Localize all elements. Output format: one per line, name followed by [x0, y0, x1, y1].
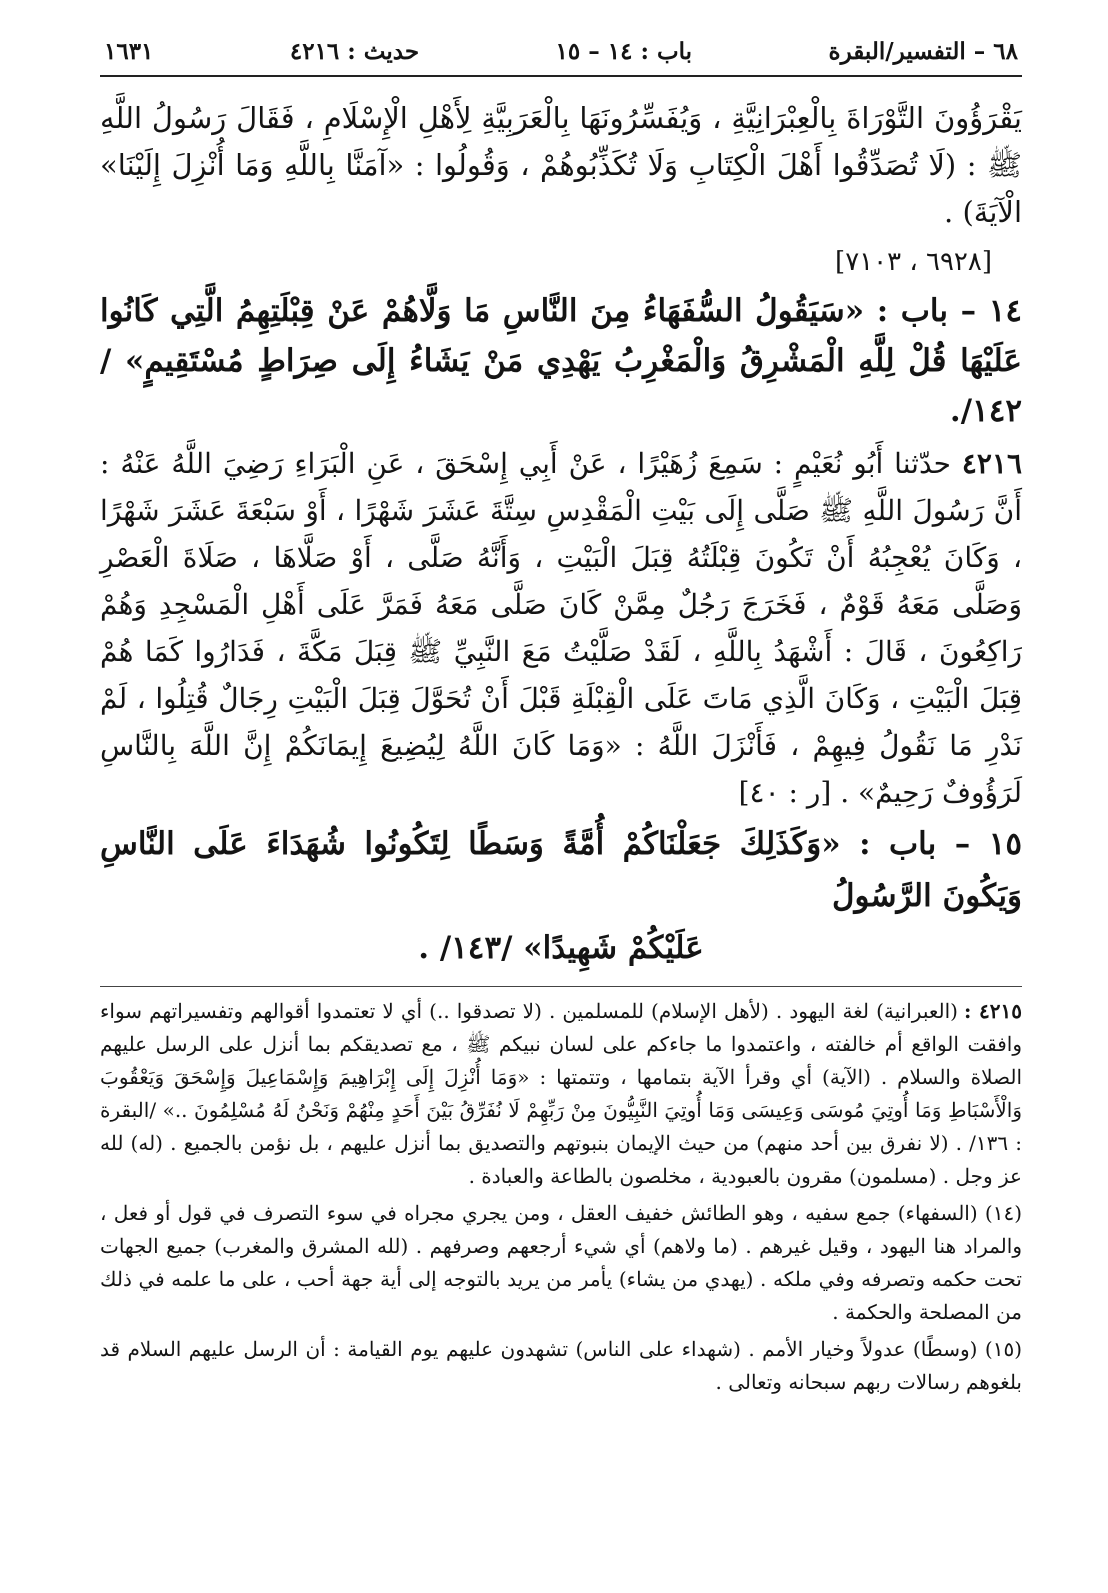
main-text [100, 95, 1022, 974]
header-book-surah: ٦٨ – التفسير/البقرة [828, 38, 1018, 65]
hadith-number: ٤٢١٦ [961, 447, 1022, 480]
footnote [100, 1333, 1022, 1399]
header-hadith: حديث : ٤٢١٦ [289, 38, 420, 65]
footnote-number: ٤٢١٥ : [963, 999, 1022, 1023]
continuation-paragraph: يَقْرَؤُونَ التَّوْرَاةَ بِالْعِبْرَانِيَّةِ ، وَيُفَسِّرُونَهَا بِالْعَرَبِيَّةِ لِأَهْلِ الْإِسْلَامِ ، فَقَالَ رَسُولُ اللَّهِ ﷺ : (لَا تُصَدِّقُوا أَهْلَ الْكِتَابِ وَلَا تُكَذِّبُوهُمْ ، وَقُولُوا : «آمَنَّا بِاللَّهِ وَمَا أُنْزِلَ إِلَيْنَا» الْآيَةَ) . [100, 101, 1022, 229]
footnote-text: (العبرانية) لغة اليهود . (لأهل الإسلام) للمسلمين . (لا تصدقوا ..) أي لا تعتمدوا أقوالهم وتفسيراتهم سواء وافقت الواقع أم خالفته ، واعتمدوا ما جاءكم على لسان نبيكم ﷺ ، مع تصديقكم بما أنزل على الرسل عليهم الصلاة والسلام . (الآية) أي وقرأ الآية بتمامها ، وتتمتها : «وَمَا أُنْزِلَ إِلَى إِبْرَاهِيمَ وَإِسْمَاعِيلَ وَإِسْحَقَ وَيَعْقُوبَ وَالْأَسْبَاطِ وَمَا أُوتِيَ مُوسَى وَعِيسَى وَمَا أُوتِيَ النَّبِيُّونَ مِنْ رَبِّهِمْ لَا نُفَرِّقُ بَيْنَ أَحَدٍ مِنْهُمْ وَنَحْنُ لَهُ مُسْلِمُونَ ..» /البقرة : ١٣٦/ . (لا نفرق بين أحد منهم) من حيث الإيمان بنبوتهم والتصديق بما أنزل عليهم ، بل نؤمن بالجميع . (له) لله عز وجل . (مسلمون) مقرون بالعبودية ، مخلصون بالطاعة والعبادة . [100, 999, 1022, 1188]
chapter-heading-15-line1: ١٥ – باب : «وَكَذَلِكَ جَعَلْنَاكُمْ أُمَّةً وَسَطًا لِتَكُونُوا شُهَدَاءَ عَلَى النَّاسِ وَيَكُونَ الرَّسُولُ [100, 826, 1022, 914]
footnote-text: (١٤) (السفهاء) جمع سفيه ، وهو الطائش خفيف العقل ، ومن يجري مجراه في سوء التصرف في قول أو فعل ، والمراد هنا اليهود ، وقيل غيرهم . (ما ولاهم) أي شيء أرجعهم وصرفهم . (لله المشرق والمغرب) جميع الجهات تحت حكمه وتصرفه وفي ملكه . (يهدي من يشاء) يأمر من يريد بالتوجه إلى أية جهة أحب ، على ما علمه في ذلك من المصلحة والحكمة . [100, 1201, 1022, 1324]
header-bab: باب : ١٤ – ١٥ [555, 38, 693, 65]
footnotes [100, 986, 1022, 1399]
chapter-heading-15-line2: عَلَيْكُمْ شَهِيدًا» /١٤٣/ . [418, 930, 704, 966]
page-number: ١٦٣١ [104, 38, 154, 65]
chapter-heading-14: ١٤ – باب : «سَيَقُولُ السُّفَهَاءُ مِنَ النَّاسِ مَا وَلَّاهُمْ عَنْ قِبْلَتِهِمُ الَّتِي كَانُوا عَلَيْهَا قُلْ لِلَّهِ الْمَشْرِقُ وَالْمَغْرِبُ يَهْدِي مَنْ يَشَاءُ إِلَى صِرَاطٍ مُسْتَقِيمٍ» /١٤٢/. [100, 293, 1022, 429]
chapter-heading-15 [100, 818, 1022, 974]
hadith-text: حدّثنا أَبُو نُعَيْمٍ : سَمِعَ زُهَيْرًا ، عَنْ أَبِي إِسْحَقَ ، عَنِ الْبَرَاءِ رَضِيَ اللَّهُ عَنْهُ : أَنَّ رَسُولَ اللَّهِ ﷺ صَلَّى إِلَى بَيْتِ الْمَقْدِسِ سِتَّةَ عَشَرَ شَهْرًا ، أَوْ سَبْعَةَ عَشَرَ شَهْرًا ، وَكَانَ يُعْجِبُهُ أَنْ تَكُونَ قِبْلَتُهُ قِبَلَ الْبَيْتِ ، وَأَنَّهُ صَلَّى ، أَوْ صَلَّاهَا ، صَلَاةَ الْعَصْرِ وَصَلَّى مَعَهُ قَوْمٌ ، فَخَرَجَ رَجُلٌ مِمَّنْ كَانَ صَلَّى مَعَهُ فَمَرَّ عَلَى أَهْلِ الْمَسْجِدِ وَهُمْ رَاكِعُونَ ، قَالَ : أَشْهَدُ بِاللَّهِ ، لَقَدْ صَلَّيْتُ مَعَ النَّبِيِّ ﷺ قِبَلَ مَكَّةَ ، فَدَارُوا كَمَا هُمْ قِبَلَ الْبَيْتِ ، وَكَانَ الَّذِي مَاتَ عَلَى الْقِبْلَةِ قَبْلَ أَنْ تُحَوَّلَ قِبَلَ الْبَيْتِ رِجَالٌ قُتِلُوا ، لَمْ نَدْرِ مَا نَقُولُ فِيهِمْ ، فَأَنْزَلَ اللَّهُ : «وَمَا كَانَ اللَّهُ لِيُضِيعَ إِيمَانَكُمْ إِنَّ اللَّهَ بِالنَّاسِ لَرَؤُوفٌ رَحِيمٌ» . [ر : ٤٠] [100, 447, 1022, 809]
footnote [100, 995, 1022, 1193]
hadith-4216 [100, 440, 1022, 816]
footnote-text: (١٥) (وسطًا) عدولاً وخيار الأمم . (شهداء على الناس) تشهدون عليهم يوم القيامة : أن الرسل عليهم السلام قد بلغوهم رسالات ربهم سبحانه وتعالى . [100, 1337, 1022, 1394]
footnote [100, 1197, 1022, 1329]
running-header [100, 38, 1022, 77]
cross-references: [٦٩٢٨ ، ٧١٠٣] [835, 247, 992, 277]
